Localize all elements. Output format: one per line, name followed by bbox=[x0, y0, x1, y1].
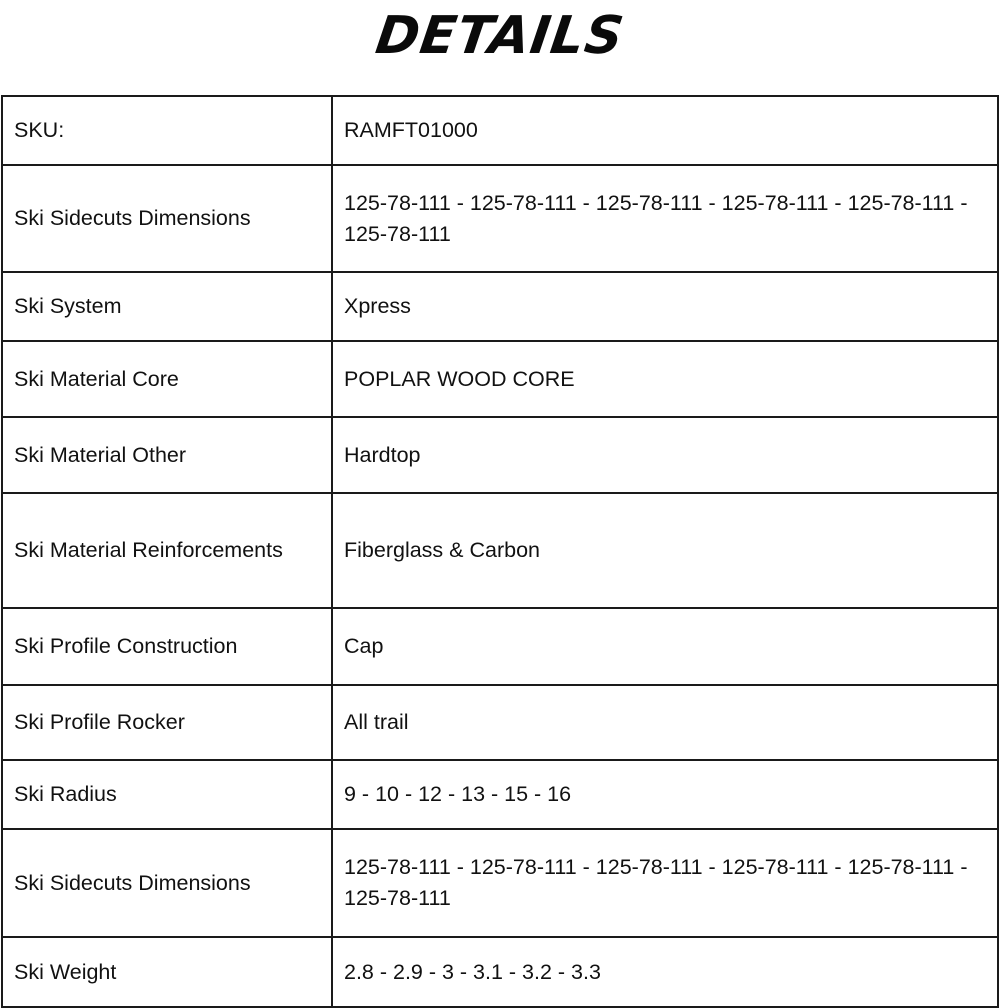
row-label: Ski Radius bbox=[2, 760, 332, 829]
details-table bbox=[1, 95, 999, 1008]
row-value: RAMFT01000 bbox=[332, 96, 998, 165]
table-row bbox=[2, 493, 998, 608]
row-value: POPLAR WOOD CORE bbox=[332, 341, 998, 417]
page-title: DETAILS bbox=[372, 6, 628, 66]
row-value: 2.8 - 2.9 - 3 - 3.1 - 3.2 - 3.3 bbox=[332, 937, 998, 1007]
row-value: Hardtop bbox=[332, 417, 998, 493]
row-value: 125-78-111 - 125-78-111 - 125-78-111 - 125-78-111 - 125-78-111 - 125-78-111 bbox=[332, 829, 998, 937]
table-row bbox=[2, 165, 998, 272]
row-value: 9 - 10 - 12 - 13 - 15 - 16 bbox=[332, 760, 998, 829]
row-value: Fiberglass & Carbon bbox=[332, 493, 998, 608]
row-label: SKU: bbox=[2, 96, 332, 165]
row-label: Ski Profile Rocker bbox=[2, 685, 332, 760]
table-row bbox=[2, 341, 998, 417]
row-label: Ski Weight bbox=[2, 937, 332, 1007]
row-label: Ski Sidecuts Dimensions bbox=[2, 829, 332, 937]
table-row bbox=[2, 685, 998, 760]
table-row bbox=[2, 608, 998, 685]
table-row bbox=[2, 96, 998, 165]
table-row bbox=[2, 760, 998, 829]
table-row bbox=[2, 417, 998, 493]
row-value: 125-78-111 - 125-78-111 - 125-78-111 - 125-78-111 - 125-78-111 - 125-78-111 bbox=[332, 165, 998, 272]
table-row bbox=[2, 937, 998, 1007]
row-value: Cap bbox=[332, 608, 998, 685]
table-row bbox=[2, 829, 998, 937]
row-value: Xpress bbox=[332, 272, 998, 341]
row-label: Ski Sidecuts Dimensions bbox=[2, 165, 332, 272]
row-label: Ski Material Core bbox=[2, 341, 332, 417]
row-label: Ski System bbox=[2, 272, 332, 341]
table-row bbox=[2, 272, 998, 341]
row-label: Ski Material Other bbox=[2, 417, 332, 493]
row-value: All trail bbox=[332, 685, 998, 760]
row-label: Ski Profile Construction bbox=[2, 608, 332, 685]
row-label: Ski Material Reinforcements bbox=[2, 493, 332, 608]
